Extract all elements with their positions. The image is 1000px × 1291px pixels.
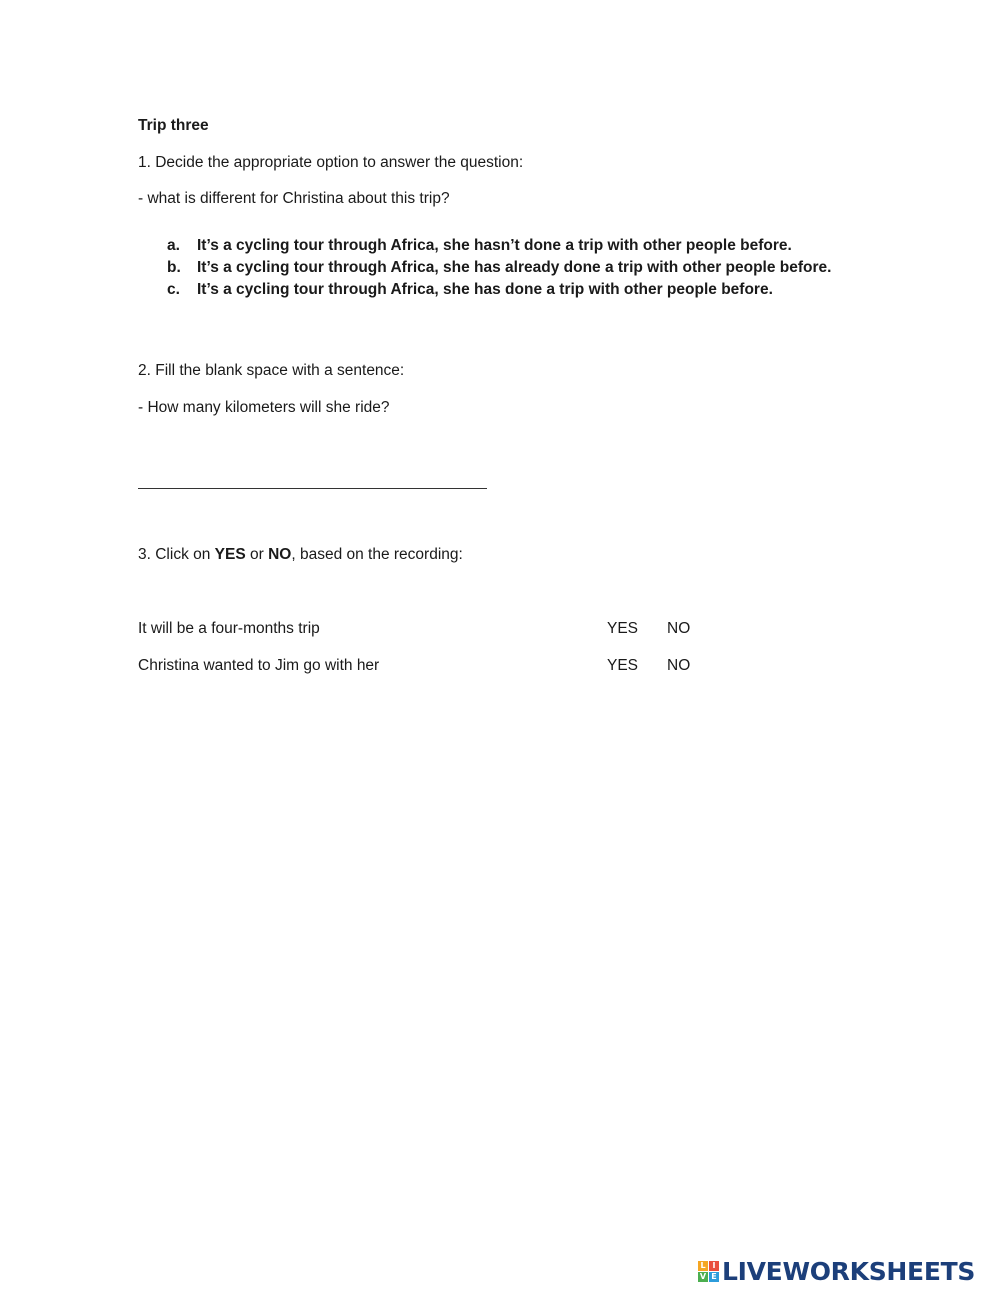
option-text: It’s a cycling tour through Africa, she has already done a trip with other people before. — [197, 259, 832, 276]
page-title: Trip three — [138, 117, 209, 134]
logo-blocks-icon — [698, 1261, 719, 1282]
question-2-prompt: 2. Fill the blank space with a sentence: — [138, 362, 405, 379]
option-b[interactable] — [167, 258, 831, 278]
prompt-yes: YES — [214, 546, 246, 563]
question-2-text: - How many kilometers will she ride? — [138, 399, 390, 416]
logo-block: I — [709, 1261, 719, 1271]
logo-block: E — [709, 1272, 719, 1282]
option-c[interactable] — [167, 280, 773, 300]
prompt-text: 3. Click on — [138, 546, 215, 563]
question-1-text: - what is different for Christina about this trip? — [138, 190, 450, 207]
option-letter: c. — [167, 281, 180, 298]
liveworksheets-logo — [698, 1256, 975, 1286]
logo-block: V — [699, 1271, 707, 1281]
logo-wordmark: LIVEWORKSHEETS — [722, 1256, 976, 1286]
option-letter: a. — [167, 237, 180, 254]
prompt-text: or — [245, 546, 269, 563]
logo-block: L — [698, 1261, 708, 1271]
option-letter: b. — [167, 259, 181, 276]
option-text: It’s a cycling tour through Africa, she has done a trip with other people before. — [197, 281, 773, 298]
prompt-text: , based on the recording: — [291, 546, 463, 563]
statement-2-yes-button[interactable]: YES — [607, 657, 639, 674]
statement-1-text: It will be a four-months trip — [138, 620, 320, 637]
statement-1-no-button[interactable]: NO — [667, 620, 691, 637]
question-3-prompt — [138, 545, 463, 565]
statement-2-no-button[interactable]: NO — [667, 657, 691, 674]
prompt-no: NO — [268, 546, 292, 563]
option-a[interactable] — [167, 236, 792, 256]
statement-2-text: Christina wanted to Jim go with her — [138, 657, 380, 674]
statement-1-yes-button[interactable]: YES — [607, 620, 639, 637]
option-text: It’s a cycling tour through Africa, she hasn’t done a trip with other people before. — [197, 237, 792, 254]
answer-blank-input[interactable] — [138, 488, 487, 489]
question-1-prompt: 1. Decide the appropriate option to answer the question: — [138, 154, 524, 171]
